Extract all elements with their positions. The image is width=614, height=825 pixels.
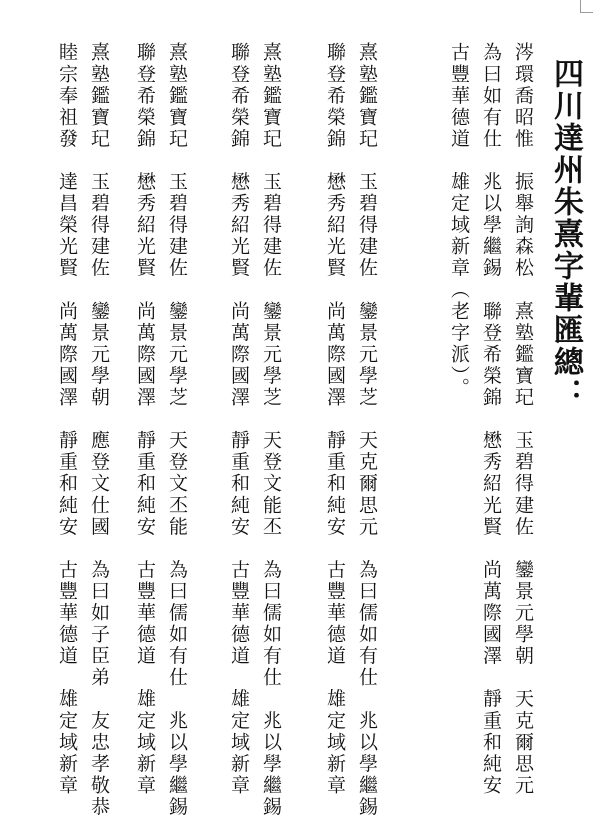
page-corner-mark	[580, 0, 593, 13]
text-column-5: 聯登希榮錦 懋秀紹光賢 尚萬際國澤 靜重和純安 古豐華德道 雄定域新章	[324, 42, 346, 797]
text-column-2: 為曰如有仕 兆以學繼錫 聯登希榮錦 懋秀紹光賢 尚萬際國澤 靜重和純安	[480, 42, 502, 797]
text-column-11: 睦宗奉祖發 達昌榮光賢 尚萬際國澤 靜重和純安 古豐華德道 雄定域新章	[56, 42, 78, 797]
text-column-10: 熹塾鑑寶玘 玉碧得建佐 鑾景元學朝 應登文仕國 為曰如子臣弟 友忠孝敬恭	[88, 42, 110, 818]
text-column-6: 熹塾鑑寶玘 玉碧得建佐 鑾景元學芝 天登文能丕 為曰儒如有仕 兆以學繼錫	[260, 42, 282, 818]
text-column-3: 古豐華德道 雄定域新章（老字派）。	[448, 42, 470, 399]
text-column-7: 聯登希榮錦 懋秀紹光賢 尚萬際國澤 靜重和純安 古豐華德道 雄定域新章	[228, 42, 250, 797]
text-column-8: 熹塾鑑寶玘 玉碧得建佐 鑾景元學芝 天登文丕能 為曰儒如有仕 兆以學繼錫	[166, 42, 188, 818]
text-column-9: 聯登希榮錦 懋秀紹光賢 尚萬際國澤 靜重和純安 古豐華德道 雄定域新章	[134, 42, 156, 797]
document-title: 四川達州朱熹字輩匯總：	[548, 58, 583, 410]
text-column-4: 熹塾鑑寶玘 玉碧得建佐 鑾景元學芝 天克爾思元 為曰儒如有仕 兆以學繼錫	[356, 42, 378, 818]
text-column-1: 涔環喬昭惟 振舉詢森松 熹塾鑑寶玘 玉碧得建佐 鑾景元學朝 天克爾思元	[512, 42, 534, 797]
